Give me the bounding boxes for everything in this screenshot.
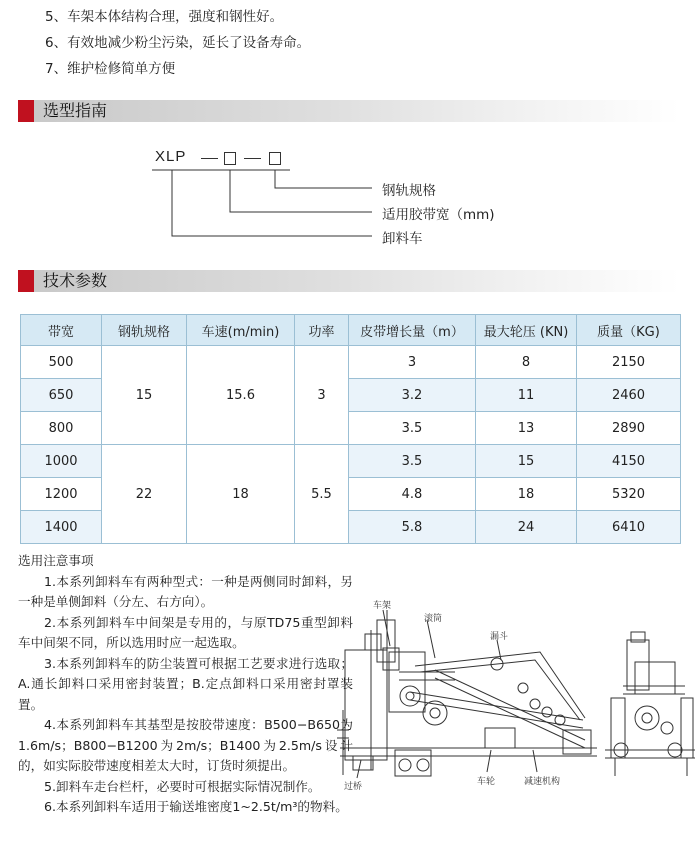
header-belt-width: 带宽 [21, 315, 102, 346]
cell-growth: 5.8 [349, 511, 476, 544]
header-belt-growth: 皮带增长量（m） [349, 315, 476, 346]
label-rail-spec: 钢轨规格 [382, 183, 436, 199]
cell-mass: 6410 [577, 511, 681, 544]
cell-growth: 4.8 [349, 478, 476, 511]
note-item: 3.本系列卸料车的防尘装置可根据工艺要求进行选取；A.通长卸料口采用密封装置；B.定点卸料口采用密封罩装置。 [18, 655, 353, 712]
drawing-label-hopper: 漏斗 [490, 632, 509, 642]
cell-width: 650 [21, 379, 102, 412]
section-title: 选型指南 [43, 101, 108, 120]
feature-item: 7、维护检修简单方便 [45, 61, 176, 77]
cell-speed: 15.6 [187, 346, 295, 445]
cell-wheel-pressure: 24 [476, 511, 577, 544]
cell-width: 1000 [21, 445, 102, 478]
tech-params-table [20, 314, 681, 544]
cell-growth: 3.5 [349, 412, 476, 445]
header-wheel-pressure: 最大轮压 (KN) [476, 315, 577, 346]
cell-width: 500 [21, 346, 102, 379]
section-band [34, 270, 680, 292]
table-header-row [21, 315, 681, 346]
drawing-label-bridge: 过桥 [344, 782, 363, 792]
cell-mass: 2150 [577, 346, 681, 379]
cell-width: 1200 [21, 478, 102, 511]
cell-mass: 4150 [577, 445, 681, 478]
cell-wheel-pressure: 13 [476, 412, 577, 445]
feature-item: 5、车架本体结构合理，强度和钢性好。 [45, 9, 284, 25]
drawing-label-reducer: 减速机构 [524, 777, 561, 787]
model-prefix: XLP [155, 148, 187, 165]
cell-power: 5.5 [295, 445, 349, 544]
label-belt-width: 适用胶带宽（mm) [382, 207, 495, 223]
note-item: 1.本系列卸料车有两种型式：一种是两侧同时卸料，另一种是单侧卸料（分左、右方向）。 [18, 573, 353, 609]
selection-notes [18, 551, 353, 818]
cell-power: 3 [295, 346, 349, 445]
drawing-label-roller: 滚筒 [424, 614, 443, 624]
model-code-leader-lines [0, 0, 700, 260]
label-unloading-car: 卸料车 [382, 231, 423, 247]
cell-wheel-pressure: 18 [476, 478, 577, 511]
cell-mass: 5320 [577, 478, 681, 511]
cell-rail: 22 [102, 445, 187, 544]
header-rail-spec: 钢轨规格 [102, 315, 187, 346]
table-row [21, 346, 681, 379]
cell-mass: 2890 [577, 412, 681, 445]
cell-rail: 15 [102, 346, 187, 445]
cell-wheel-pressure: 15 [476, 445, 577, 478]
section-title: 技术参数 [43, 271, 108, 290]
cell-growth: 3 [349, 346, 476, 379]
table-row [21, 445, 681, 478]
note-item: 6.本系列卸料车适用于输送堆密度1~2.5t/m³的物料。 [44, 799, 348, 814]
cell-growth: 3.5 [349, 445, 476, 478]
note-item: 4.本系列卸料车其基型是按胶带速度：B500−B650为1.6m/s；B800−B1200为2m/s；B1400为2.5m/s设计的，如实际胶带速度相差太大时，订货时须提出。 [18, 717, 353, 773]
header-mass: 质量（KG) [577, 315, 681, 346]
cell-width: 800 [21, 412, 102, 445]
cell-wheel-pressure: 11 [476, 379, 577, 412]
cell-mass: 2460 [577, 379, 681, 412]
drawing-label-frame: 车架 [373, 601, 392, 611]
section-accent-bar [18, 270, 34, 292]
unloading-car-drawing [335, 600, 697, 800]
section-header-tech [18, 270, 680, 292]
cell-wheel-pressure: 8 [476, 346, 577, 379]
header-speed: 车速(m/min) [187, 315, 295, 346]
note-item: 5.卸料车走台栏杆，必要时可根据实际情况制作。 [44, 778, 321, 794]
notes-title: 选用注意事项 [18, 553, 94, 568]
cell-growth: 3.2 [349, 379, 476, 412]
header-power: 功率 [295, 315, 349, 346]
cell-speed: 18 [187, 445, 295, 544]
cell-width: 1400 [21, 511, 102, 544]
feature-item: 6、有效地减少粉尘污染，延长了设备寿命。 [45, 35, 311, 51]
drawing-label-wheel: 车轮 [477, 777, 496, 787]
note-item: 2.本系列卸料车中间架是专用的，与原TD75重型卸料车中间架不同，所以选用时应一起选取。 [18, 614, 353, 650]
